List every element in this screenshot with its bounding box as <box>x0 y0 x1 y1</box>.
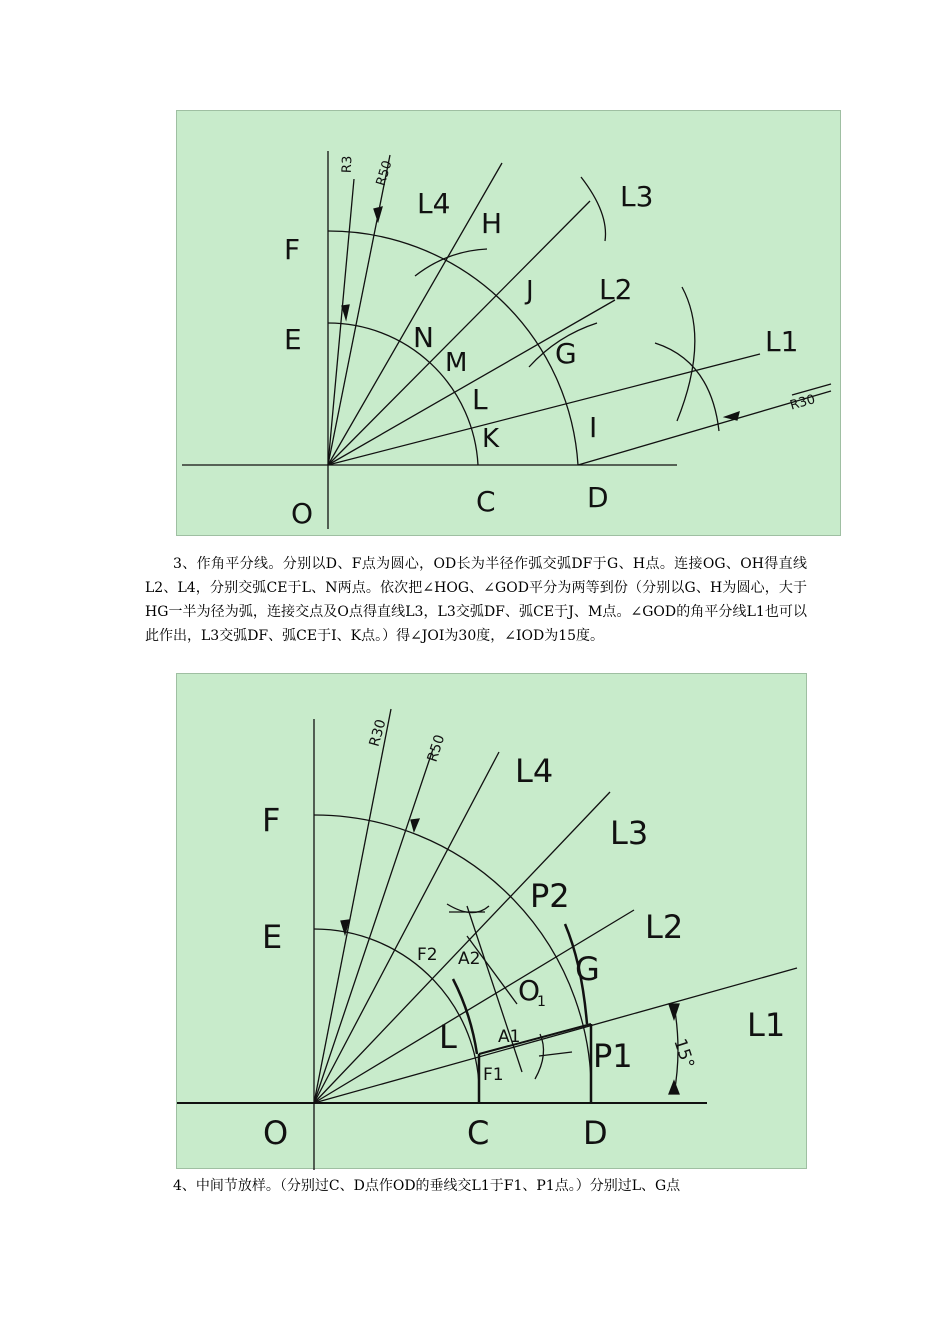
label-C: C <box>467 1114 490 1152</box>
label-L4: L4 <box>417 187 451 220</box>
paragraph-step-4-text: 4、中间节放样。（分别过C、D点作OD的垂线交L1于F1、P1点。）分别过L、G点 <box>173 1178 681 1194</box>
label-O: O <box>263 1114 289 1152</box>
line-R50 <box>328 155 390 465</box>
label-F1: F1 <box>483 1065 504 1085</box>
arrow-R50 <box>374 207 382 221</box>
arc-CE <box>328 323 478 465</box>
label-M: M <box>445 348 468 378</box>
label-A1: A1 <box>498 1027 521 1047</box>
label-O1-subscript: 1 <box>537 994 546 1010</box>
label-D: D <box>587 481 609 514</box>
figure-2-drawing <box>177 674 808 1170</box>
label-R50: R50 <box>373 158 396 188</box>
label-P2: P2 <box>530 877 570 915</box>
label-L3: L3 <box>620 180 654 213</box>
arc-mark-L3 <box>581 177 606 241</box>
figure-1-drawing <box>177 111 842 537</box>
line-L1 <box>314 968 797 1103</box>
arrow-R30 <box>725 412 739 420</box>
paragraph-step-3-text: 3、作角平分线。分别以D、F点为圆心，OD长为半径作弧交弧DF于G、H点。连接OG、OH得直线L2、L4，分别交弧CE于L、N两点。依次把∠HOG、∠GOD平分为两等到份（分别以G、H为圆心，大于HG一半为径为弧，连接交点及O点得直线L3，L3交弧DF、弧CE于J、M点。∠GOD的角平分线L1也可以此作出，L3交弧DF、弧CE于I、K点。）得∠JOI为30度，∠IOD为15度。 <box>145 556 807 644</box>
label-J: J <box>526 276 534 306</box>
label-I: I <box>589 411 598 444</box>
label-L4: L4 <box>515 752 554 790</box>
label-P1: P1 <box>593 1037 633 1075</box>
line-L3 <box>328 201 590 465</box>
label-L1: L1 <box>765 325 799 358</box>
line-L1 <box>328 354 760 465</box>
label-H: H <box>481 207 503 240</box>
angle-arrow-bottom <box>669 1081 679 1094</box>
line-R30 <box>314 709 391 1103</box>
line-L4 <box>314 752 499 1103</box>
label-L: L <box>472 383 488 416</box>
paragraph-step-4 <box>145 1174 807 1198</box>
arrow-R50 <box>411 819 419 831</box>
label-R30: R30 <box>788 392 818 414</box>
paragraph-step-3 <box>145 552 807 648</box>
label-D: D <box>583 1114 608 1152</box>
arc-mark-L1b <box>655 343 719 431</box>
construction-figure-2 <box>176 673 807 1169</box>
label-A2: A2 <box>458 949 481 969</box>
segment-F1-P1 <box>479 1024 591 1054</box>
construction-figure-1 <box>176 110 841 536</box>
angle-arrow-top <box>669 1004 679 1019</box>
line-R50 <box>314 749 433 1103</box>
label-L1: L1 <box>747 1006 786 1044</box>
label-F2: F2 <box>417 945 438 965</box>
label-E: E <box>262 918 283 956</box>
label-F: F <box>262 801 281 839</box>
label-R50: R50 <box>424 732 449 764</box>
label-angle-15: 15° <box>669 1036 698 1072</box>
label-G: G <box>575 950 600 988</box>
line-L3 <box>314 792 610 1103</box>
label-E: E <box>284 323 302 356</box>
arc-mark-L1a <box>677 287 695 421</box>
label-R3: R3 <box>339 155 356 174</box>
label-L2: L2 <box>645 908 684 946</box>
line-L4 <box>328 163 502 465</box>
label-L2: L2 <box>599 273 633 306</box>
label-C: C <box>476 485 496 518</box>
label-K: K <box>482 424 500 454</box>
label-F: F <box>284 233 301 266</box>
arrow-R3 <box>342 305 349 319</box>
label-R30: R30 <box>366 717 390 749</box>
line-R3 <box>328 179 354 465</box>
label-L: L <box>439 1018 457 1056</box>
label-G: G <box>555 337 577 370</box>
label-O: O <box>291 497 314 530</box>
label-N: N <box>413 321 434 354</box>
label-L3: L3 <box>610 814 649 852</box>
segment-F2-A1 <box>467 936 517 1004</box>
label-O1: O <box>518 974 541 1007</box>
